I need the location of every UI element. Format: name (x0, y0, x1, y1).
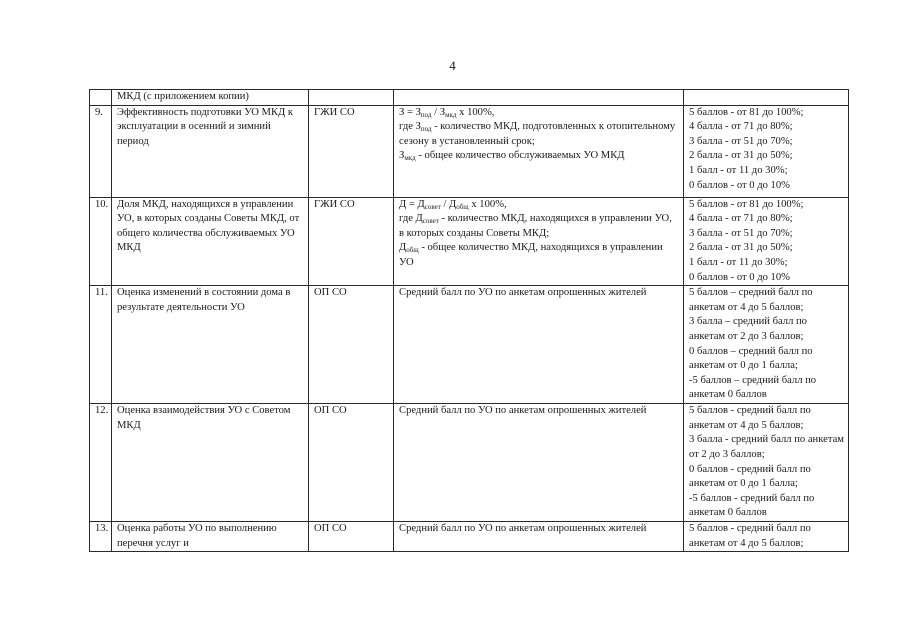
criterion-cell: Эффективность подготовки УО МКД к эксплуатации в осенний и зимний период (112, 105, 309, 197)
score-line: 2 балла - от 31 до 50%; (689, 242, 793, 254)
score-line: 1 балл - от 11 до 30%; (689, 164, 788, 176)
table-row (90, 197, 849, 286)
score-line: 4 балла - от 71 до 80%; (689, 121, 793, 133)
score-line: 5 баллов - от 81 до 100%; (689, 198, 804, 210)
responsible-cell: ГЖИ СО (309, 105, 394, 197)
criterion-cell: Доля МКД, находящихся в управлении УО, в которых созданы Советы МКД, от общего количества обслуживаемых УО МКД (112, 197, 309, 286)
score-line: 3 балла - средний балл по анкетам от 2 до 3 баллов; (689, 434, 844, 460)
score-line: 0 баллов – средний балл по анкетам от 0 до 1 балла; (689, 345, 813, 372)
score-line: 5 баллов - от 81 до 100%; (689, 106, 804, 118)
scores-cell (684, 197, 849, 286)
score-line: 0 баллов - от 0 до 10% (689, 179, 790, 191)
criterion-cell: Оценка работы УО по выполнению перечня услуг и (112, 522, 309, 552)
formula-cell: Средний балл по УО по анкетам опрошенных жителей (394, 522, 684, 552)
formula-main: $З = З_{под} / З_{мкд}$ х 100%, (399, 106, 495, 119)
responsible-cell: ОП СО (309, 404, 394, 522)
formula-cell: Средний балл по УО по анкетам опрошенных жителей (394, 286, 684, 404)
score-line: 0 баллов - средний балл по анкетам от 0 до 1 балла; (689, 463, 811, 490)
formula-where: где $Д_{совет}$ - количество МКД, находящихся в управлении УО, в которых созданы Советы МКД; (399, 213, 672, 239)
table-row-continuation (90, 90, 849, 106)
score-line: 1 балл - от 11 до 30%; (689, 256, 788, 268)
row-number: 10. (90, 197, 112, 286)
formula-cell (394, 90, 684, 106)
row-number: 11. (90, 286, 112, 404)
scores-cell (684, 90, 849, 106)
score-line: 3 балла - от 51 до 70%; (689, 135, 793, 147)
scores-cell (684, 286, 849, 404)
scores-cell (684, 404, 849, 522)
table-row (90, 286, 849, 404)
criterion-cell: Оценка взаимодействия УО с Советом МКД (112, 404, 309, 522)
formula-where: где $З_{под}$ - количество МКД, подготовленных к отопительному сезону в установленный срок; (399, 121, 676, 147)
formula-definition: $Д_{общ}$ - общее количество МКД, находящихся в управлении УО (399, 242, 663, 268)
score-line: 5 баллов - средний балл по анкетам от 4 до 5 баллов; (689, 405, 811, 431)
table-row (90, 522, 849, 552)
score-line: 2 балла - от 31 до 50%; (689, 150, 793, 162)
scores-cell: 5 баллов - средний балл по анкетам от 4 до 5 баллов; (684, 522, 849, 552)
score-line: 4 балла - от 71 до 80%; (689, 213, 793, 225)
score-line: 0 баллов - от 0 до 10% (689, 271, 790, 283)
row-number: 9. (90, 105, 112, 197)
responsible-cell: ОП СО (309, 522, 394, 552)
score-line: -5 баллов - средний балл по анкетам 0 баллов (689, 492, 815, 519)
scores-cell (684, 105, 849, 197)
score-line: 5 баллов – средний балл по анкетам от 4 до 5 баллов; (689, 287, 813, 313)
responsible-cell (309, 90, 394, 106)
score-line: 3 балла - от 51 до 70%; (689, 227, 793, 239)
formula-cell: Средний балл по УО по анкетам опрошенных жителей (394, 404, 684, 522)
formula-definition: $З_{мкд}$ - общее количество обслуживаемых УО МКД (399, 150, 625, 163)
responsible-cell: ГЖИ СО (309, 197, 394, 286)
row-number (90, 90, 112, 106)
row-number: 13. (90, 522, 112, 552)
page-number: 4 (449, 58, 456, 73)
criteria-table (89, 89, 849, 552)
formula-cell (394, 105, 684, 197)
criterion-cell: Оценка изменений в состоянии дома в результате деятельности УО (112, 286, 309, 404)
table-row (90, 105, 849, 197)
formula-cell (394, 197, 684, 286)
responsible-cell: ОП СО (309, 286, 394, 404)
score-line: -5 баллов – средний балл по анкетам 0 баллов (689, 374, 817, 401)
criterion-cell: МКД (с приложением копии) (112, 90, 309, 106)
formula-main: $Д = Д_{совет} / Д_{общ}$ х 100%, (399, 198, 507, 211)
table-row (90, 404, 849, 522)
row-number: 12. (90, 404, 112, 522)
score-line: 3 балла – средний балл по анкетам от 2 до 3 баллов; (689, 316, 807, 342)
